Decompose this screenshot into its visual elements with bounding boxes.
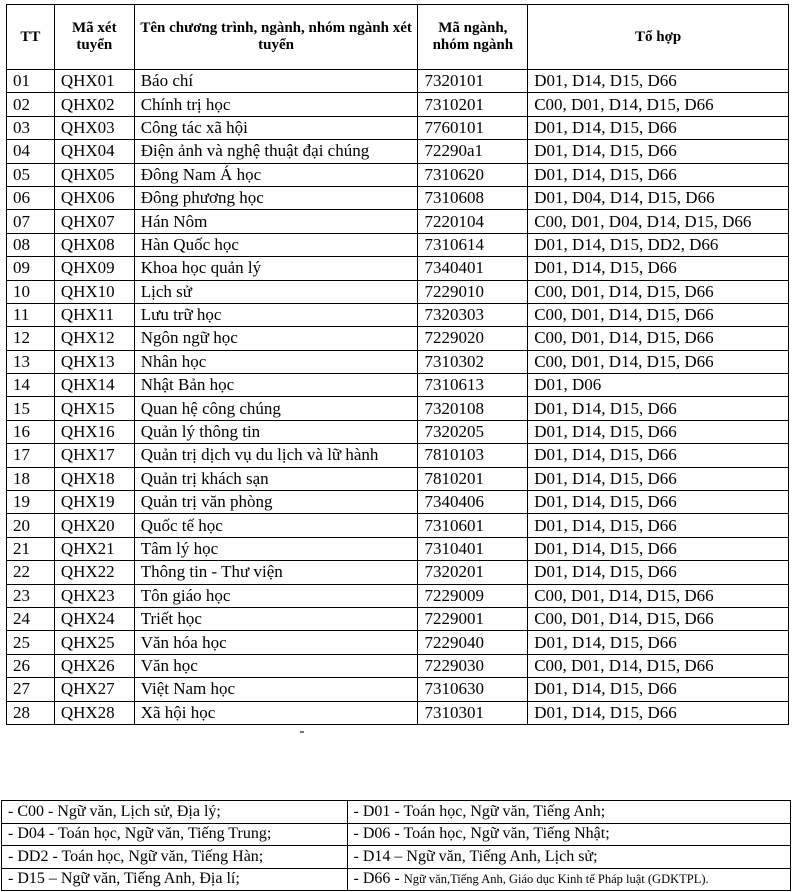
cell-tt: 16 [7, 420, 55, 443]
cell-to-hop: D01, D14, D15, D66 [528, 70, 789, 93]
legend-body [2, 801, 791, 891]
cell-tt: 15 [7, 397, 55, 420]
cell-ma-xet-tuyen: QHX14 [54, 374, 134, 397]
cell-tt: 09 [7, 257, 55, 280]
cell-tt: 23 [7, 584, 55, 607]
cell-tt: 26 [7, 654, 55, 677]
legend-subjects: Ngữ văn,Tiếng Anh, Giáo dục Kinh tế Pháp luật (GDKTPL). [403, 872, 709, 887]
cell-ten-chuong-trinh: Văn hóa học [134, 631, 418, 654]
table-row [7, 491, 789, 514]
cell-ma-nganh: 7310601 [418, 514, 528, 537]
legend-separator: - [48, 847, 62, 865]
cell-ma-xet-tuyen: QHX10 [54, 280, 134, 303]
cell-ten-chuong-trinh: Triết học [134, 607, 418, 630]
cell-ten-chuong-trinh: Tôn giáo học [134, 584, 418, 607]
legend-code: D14 [362, 847, 391, 865]
cell-ten-chuong-trinh: Đông phương học [134, 186, 418, 209]
legend-separator: - [44, 825, 58, 843]
cell-ma-xet-tuyen: QHX13 [54, 350, 134, 373]
cell-to-hop: D01, D14, D15, D66 [528, 467, 789, 490]
cell-ma-xet-tuyen: QHX18 [54, 467, 134, 490]
cell-ten-chuong-trinh: Quản trị khách sạn [134, 467, 418, 490]
table-row [7, 561, 789, 584]
legend-bullet: - [353, 870, 363, 888]
cell-ma-nganh: 7320205 [418, 420, 528, 443]
cell-ma-xet-tuyen: QHX09 [54, 257, 134, 280]
cell-to-hop: D01, D14, D15, D66 [528, 701, 789, 724]
cell-tt: 18 [7, 467, 55, 490]
cell-tt: 20 [7, 514, 55, 537]
cell-ma-xet-tuyen: QHX28 [54, 701, 134, 724]
cell-tt: 24 [7, 607, 55, 630]
table-row [7, 280, 789, 303]
cell-to-hop: D01, D06 [528, 374, 789, 397]
table-row [7, 537, 789, 560]
cell-ma-xet-tuyen: QHX07 [54, 210, 134, 233]
cell-ma-nganh: 7229001 [418, 607, 528, 630]
cell-ma-xet-tuyen: QHX12 [54, 327, 134, 350]
table-row [7, 257, 789, 280]
legend-cell-right [347, 868, 790, 891]
legend-cell-right [347, 801, 790, 824]
legend-code: D01 [362, 802, 391, 820]
cell-ma-nganh: 7310301 [418, 701, 528, 724]
cell-ma-nganh: 7310302 [418, 350, 528, 373]
cell-ma-nganh: 7310614 [418, 233, 528, 256]
cell-ten-chuong-trinh: Quản trị văn phòng [134, 491, 418, 514]
header-ten-chuong-trinh: Tên chương trình, ngành, nhóm ngành xét tuyển [134, 5, 418, 70]
legend-code: DD2 [17, 847, 49, 865]
cell-ma-nganh: 7310608 [418, 186, 528, 209]
cell-ma-xet-tuyen: QHX20 [54, 514, 134, 537]
header-ma-nganh: Mã ngành, nhóm ngành [418, 5, 528, 70]
cell-tt: 22 [7, 561, 55, 584]
table-row [7, 444, 789, 467]
table-row [7, 93, 789, 116]
cell-ma-nganh: 7810201 [418, 467, 528, 490]
cell-ten-chuong-trinh: Quản lý thông tin [134, 420, 418, 443]
cell-ma-nganh: 7320108 [418, 397, 528, 420]
cell-tt: 11 [7, 303, 55, 326]
cell-to-hop: C00, D01, D14, D15, D66 [528, 327, 789, 350]
cell-to-hop: D01, D14, D15, D66 [528, 561, 789, 584]
cell-ma-nganh: 7340406 [418, 491, 528, 514]
cell-to-hop: D01, D04, D14, D15, D66 [528, 186, 789, 209]
cell-tt: 07 [7, 210, 55, 233]
cell-ma-xet-tuyen: QHX16 [54, 420, 134, 443]
table-row [7, 163, 789, 186]
cell-ma-nganh: 7340401 [418, 257, 528, 280]
cell-ma-nganh: 7220104 [418, 210, 528, 233]
cell-ma-nganh: 7310613 [418, 374, 528, 397]
cell-ten-chuong-trinh: Thông tin - Thư viện [134, 561, 418, 584]
table-row [7, 467, 789, 490]
legend-bullet: - [8, 802, 18, 820]
cell-tt: 28 [7, 701, 55, 724]
cell-tt: 10 [7, 280, 55, 303]
cell-ma-nganh: 7760101 [418, 116, 528, 139]
cell-ma-xet-tuyen: QHX04 [54, 140, 134, 163]
table-row [7, 186, 789, 209]
cell-tt: 14 [7, 374, 55, 397]
header-tt: TT [7, 5, 55, 70]
cell-to-hop: C00, D01, D14, D15, D66 [528, 280, 789, 303]
cell-tt: 01 [7, 70, 55, 93]
cell-ten-chuong-trinh: Lưu trữ học [134, 303, 418, 326]
table-row [7, 140, 789, 163]
cell-ma-xet-tuyen: QHX26 [54, 654, 134, 677]
table-row [7, 654, 789, 677]
cell-ma-xet-tuyen: QHX19 [54, 491, 134, 514]
legend-row [2, 868, 791, 891]
cell-to-hop: D01, D14, D15, D66 [528, 163, 789, 186]
cell-to-hop: C00, D01, D14, D15, D66 [528, 584, 789, 607]
cell-tt: 03 [7, 116, 55, 139]
legend-subjects: Ngữ văn, Tiếng Anh, Lịch sử; [406, 847, 598, 865]
cell-ma-xet-tuyen: QHX27 [54, 678, 134, 701]
cell-to-hop: D01, D14, D15, D66 [528, 444, 789, 467]
cell-ten-chuong-trinh: Việt Nam học [134, 678, 418, 701]
cell-ten-chuong-trinh: Nhân học [134, 350, 418, 373]
cell-tt: 08 [7, 233, 55, 256]
cell-ma-xet-tuyen: QHX22 [54, 561, 134, 584]
cell-ma-xet-tuyen: QHX03 [54, 116, 134, 139]
cell-ma-xet-tuyen: QHX21 [54, 537, 134, 560]
legend-subjects: Toán học, Ngữ văn, Tiếng Nhật; [403, 825, 610, 843]
cell-ten-chuong-trinh: Đông Nam Á học [134, 163, 418, 186]
table-row [7, 420, 789, 443]
cell-tt: 17 [7, 444, 55, 467]
cell-ma-nganh: 7320201 [418, 561, 528, 584]
cell-ma-nganh: 7310401 [418, 537, 528, 560]
cell-to-hop: C00, D01, D14, D15, D66 [528, 303, 789, 326]
legend-separator: – [390, 847, 407, 865]
cell-ten-chuong-trinh: Tâm lý học [134, 537, 418, 560]
table-row [7, 350, 789, 373]
cell-to-hop: D01, D14, D15, D66 [528, 397, 789, 420]
cell-ten-chuong-trinh: Lịch sử [134, 280, 418, 303]
cell-ten-chuong-trinh: Điện ảnh và nghệ thuật đại chúng [134, 140, 418, 163]
legend-separator: - [390, 825, 404, 843]
legend-table [1, 800, 791, 891]
cell-to-hop: C00, D01, D14, D15, D66 [528, 607, 789, 630]
legend-bullet: - [8, 847, 18, 865]
table-row [7, 701, 789, 724]
cell-ma-nganh: 7310201 [418, 93, 528, 116]
cell-tt: 25 [7, 631, 55, 654]
legend-bullet: - [353, 802, 363, 820]
cell-to-hop: D01, D14, D15, D66 [528, 631, 789, 654]
cell-to-hop: D01, D14, D15, D66 [528, 514, 789, 537]
legend-code: D66 [362, 870, 391, 888]
cell-tt: 02 [7, 93, 55, 116]
cell-to-hop: D01, D14, D15, D66 [528, 257, 789, 280]
cell-tt: 04 [7, 140, 55, 163]
legend-code: D04 [17, 825, 45, 843]
table-row [7, 233, 789, 256]
legend-cell-left [2, 846, 348, 869]
table-row [7, 397, 789, 420]
table-body [7, 70, 789, 725]
cell-ma-nganh: 7320101 [418, 70, 528, 93]
cell-ma-xet-tuyen: QHX11 [54, 303, 134, 326]
cell-tt: 19 [7, 491, 55, 514]
legend-code: D15 [17, 870, 45, 888]
table-row [7, 584, 789, 607]
cell-ma-xet-tuyen: QHX08 [54, 233, 134, 256]
cell-tt: 06 [7, 186, 55, 209]
cell-ten-chuong-trinh: Quản trị dịch vụ du lịch và lữ hành [134, 444, 418, 467]
cell-ma-xet-tuyen: QHX06 [54, 186, 134, 209]
legend-row [2, 823, 791, 846]
cell-ma-nganh: 7229010 [418, 280, 528, 303]
table-row [7, 303, 789, 326]
legend-subjects: Ngữ văn, Lịch sử, Địa lý; [57, 802, 221, 820]
cell-tt: 27 [7, 678, 55, 701]
cell-to-hop: C00, D01, D04, D14, D15, D66 [528, 210, 789, 233]
cell-ma-nganh: 72290a1 [418, 140, 528, 163]
scan-mark [300, 731, 304, 733]
table-header-row [7, 5, 789, 70]
cell-ma-nganh: 7310630 [418, 678, 528, 701]
legend-row [2, 846, 791, 869]
cell-ma-nganh: 7229009 [418, 584, 528, 607]
legend-bullet: - [8, 870, 18, 888]
table-row [7, 70, 789, 93]
legend-bullet: - [353, 847, 363, 865]
cell-ten-chuong-trinh: Công tác xã hội [134, 116, 418, 139]
legend-bullet: - [353, 825, 363, 843]
legend-separator: - [390, 870, 404, 888]
table-row [7, 374, 789, 397]
cell-to-hop: C00, D01, D14, D15, D66 [528, 350, 789, 373]
table-row [7, 678, 789, 701]
legend-separator: - [44, 802, 58, 820]
header-to-hop: Tổ hợp [528, 5, 789, 70]
cell-to-hop: D01, D14, D15, D66 [528, 537, 789, 560]
cell-ma-nganh: 7229030 [418, 654, 528, 677]
cell-ten-chuong-trinh: Hàn Quốc học [134, 233, 418, 256]
cell-ten-chuong-trinh: Hán Nôm [134, 210, 418, 233]
legend-cell-left [2, 823, 348, 846]
cell-ten-chuong-trinh: Quan hệ công chúng [134, 397, 418, 420]
cell-ma-xet-tuyen: QHX05 [54, 163, 134, 186]
cell-ten-chuong-trinh: Khoa học quản lý [134, 257, 418, 280]
legend-cell-right [347, 823, 790, 846]
cell-tt: 21 [7, 537, 55, 560]
legend-row [2, 801, 791, 824]
cell-ma-xet-tuyen: QHX15 [54, 397, 134, 420]
table-row [7, 607, 789, 630]
table-row [7, 116, 789, 139]
legend-subjects: Ngữ văn, Tiếng Anh, Địa lí; [60, 870, 240, 888]
legend-cell-left [2, 801, 348, 824]
cell-ma-xet-tuyen: QHX17 [54, 444, 134, 467]
legend-subjects: Toán học, Ngữ văn, Tiếng Hàn; [61, 847, 264, 865]
cell-ma-nganh: 7320303 [418, 303, 528, 326]
cell-ten-chuong-trinh: Văn học [134, 654, 418, 677]
legend-code: C00 [17, 802, 44, 820]
legend-separator: - [390, 802, 404, 820]
table-row [7, 327, 789, 350]
cell-ma-nganh: 7229040 [418, 631, 528, 654]
cell-to-hop: D01, D14, D15, D66 [528, 420, 789, 443]
cell-to-hop: C00, D01, D14, D15, D66 [528, 654, 789, 677]
cell-to-hop: D01, D14, D15, D66 [528, 140, 789, 163]
legend-bullet: - [8, 825, 18, 843]
table-row [7, 210, 789, 233]
admissions-table [6, 4, 789, 725]
legend-code: D06 [362, 825, 391, 843]
header-ma-xet-tuyen: Mã xét tuyển [54, 5, 134, 70]
table-row [7, 514, 789, 537]
legend-cell-right [347, 846, 790, 869]
cell-ma-nganh: 7810103 [418, 444, 528, 467]
cell-to-hop: C00, D01, D14, D15, D66 [528, 93, 789, 116]
cell-to-hop: D01, D14, D15, D66 [528, 491, 789, 514]
legend-cell-left [2, 868, 348, 891]
legend-subjects: Toán học, Ngữ văn, Tiếng Anh; [403, 802, 606, 820]
cell-ma-nganh: 7229020 [418, 327, 528, 350]
cell-ma-xet-tuyen: QHX02 [54, 93, 134, 116]
cell-ten-chuong-trinh: Báo chí [134, 70, 418, 93]
cell-tt: 12 [7, 327, 55, 350]
cell-ma-xet-tuyen: QHX24 [54, 607, 134, 630]
cell-ten-chuong-trinh: Ngôn ngữ học [134, 327, 418, 350]
cell-ma-xet-tuyen: QHX23 [54, 584, 134, 607]
cell-to-hop: D01, D14, D15, D66 [528, 116, 789, 139]
cell-tt: 13 [7, 350, 55, 373]
cell-tt: 05 [7, 163, 55, 186]
cell-ten-chuong-trinh: Chính trị học [134, 93, 418, 116]
cell-ma-xet-tuyen: QHX25 [54, 631, 134, 654]
legend-subjects: Toán học, Ngữ văn, Tiếng Trung; [57, 825, 272, 843]
table-row [7, 631, 789, 654]
cell-ma-nganh: 7310620 [418, 163, 528, 186]
cell-ma-xet-tuyen: QHX01 [54, 70, 134, 93]
cell-to-hop: D01, D14, D15, D66 [528, 678, 789, 701]
cell-ten-chuong-trinh: Quốc tế học [134, 514, 418, 537]
cell-ten-chuong-trinh: Nhật Bản học [134, 374, 418, 397]
cell-ten-chuong-trinh: Xã hội học [134, 701, 418, 724]
cell-to-hop: D01, D14, D15, DD2, D66 [528, 233, 789, 256]
legend-separator: – [44, 870, 61, 888]
